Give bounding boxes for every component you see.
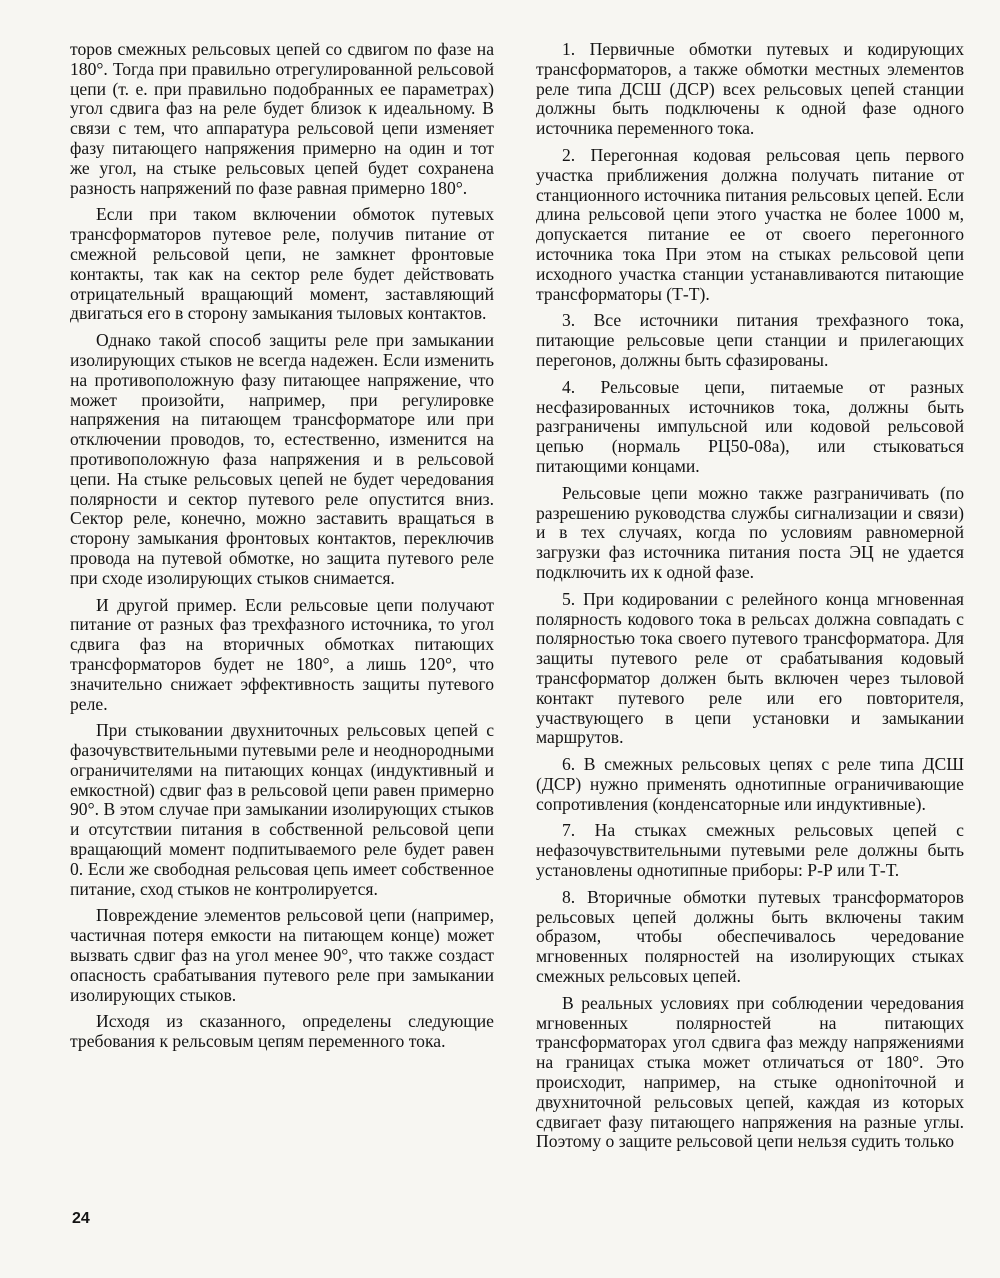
requirement-item-8: 8. Вторичные обмотки путевых трансформаторов рельсовых цепей должны быть включены таким образом, чтобы обеспечивалось чередование мгновенных полярностей на изолирующих стыках смежных рельсовых цепей. [536, 886, 964, 987]
paragraph: Исходя из сказанного, определены следующие требования к рельсовым цепям переменного тока. [70, 1011, 494, 1052]
paragraph: В реальных условиях при соблюдении чередования мгновенных полярностей на питающих трансформаторах угол сдвига фаз между напряжениями на границах стыка может отличаться от 180°. Это происходит, например, на стыке одноniточной и двухниточной рельсовых цепей, каждая из которых сдвигает фазу питающего напряжения на разные углы. Поэтому о защите рельсовой цепи нельзя судить только [536, 992, 964, 1152]
paragraph: Если при таком включении обмоток путевых трансформаторов путевое реле, получив питание от смежной рельсовой цепи, не замкнет фронтовые контакты, так как на сектор реле будет действовать отрицательный вращающий момент, заставляющий двигаться его в сторону замыкания тыловых контактов. [70, 204, 494, 324]
text-column-left [70, 40, 494, 1059]
requirement-item-4: 4. Рельсовые цепи, питаемые от разных несфазированных источников тока, должны быть разграничены импульсной или кодовой рельсовой цепью (нормаль РЦ50-08а), или стыковаться питающими концами. [536, 376, 964, 476]
paragraph: При стыковании двухниточных рельсовых цепей с фазочувствительными путевыми реле и неоднородными ограничителями на питающих концах (индуктивный и емкостной) сдвиг фаз в рельсовой цепи равен примерно 90°. В этом случае при замыкании изолирующих стыков и отсутствии питания в собственной рельсовой цепи вращающий момент подпитываемого реле будет равен 0. Если же свободная рельсовая цепь имеет собственное питание, сход стыков не контролируется. [70, 720, 494, 899]
requirement-item-5: 5. При кодировании с релейного конца мгновенная полярность кодового тока в рельсах должна совпадать с полярностью тока своего путевого трансформатора. Для защиты путевого реле от срабатывания кодовый трансформатор должен быть включен через тыловой контакт путевого реле или его повторителя, участвующего в цепи установки и замыкании маршрутов. [536, 588, 964, 748]
paragraph: Однако такой способ защиты реле при замыкании изолирующих стыков не всегда надежен. Если изменить на противоположную фазу питающее напряжение, что может произойти, например, при регулировке напряжения на питающем трансформаторе или при отключении проводов, то, естественно, изменится на противоположную фаза напряжения и в рельсовой цепи. На стыке рельсовых цепей не будет чередования полярности и сектор путевого реле опустится вниз. Сектор реле, конечно, можно заставить вращаться в сторону замыкания фронтовых контактов, переключив провода на путевой обмотке, но защита путевого реле при сходе изолирующих стыков снимается. [70, 330, 494, 588]
paragraph: Рельсовые цепи можно также разграничивать (по разрешению руководства службы сигнализации и связи) и в тех случаях, когда по условиям равномерной загрузки фаз источника питания поста ЭЦ не удается подключить их к одной фазе. [536, 482, 964, 582]
requirement-item-3: 3. Все источники питания трехфазного тока, питающие рельсовые цепи станции и прилегающих перегонов, должны быть сфазированы. [536, 310, 964, 370]
requirement-item-1: 1. Первичные обмотки путевых и кодирующих трансформаторов, а также обмотки местных элементов реле типа ДСШ (ДСР) всех рельсовых цепей станции должны быть подключены к одной фазе одного источника переменного тока. [536, 39, 964, 139]
requirement-item-7: 7. На стыках смежных рельсовых цепей с нефазочувствительными путевыми реле должны быть установлены однотипные приборы: Р-Р или Т-Т. [536, 820, 964, 881]
requirement-item-2: 2. Перегонная кодовая рельсовая цепь первого участка приближения должна получать питание от станционного источника питания рельсовых цепей. Если длина рельсовой цепи этого участка не более 1000 м, допускается питание ее от своего перегонного источника тока При этом на стыках рельсовой цепи исходного участка станции устанавливаются питающие трансформаторы (Т-Т). [536, 144, 964, 304]
paragraph: Повреждение элементов рельсовой цепи (например, частичная потеря емкости на питающем конце) может вызвать сдвиг фаз на угол менее 90°, что также создаст опасность срабатывания путевого реле при замыкании изолирующих стыков. [70, 905, 494, 1005]
page-number: 24 [72, 1210, 90, 1227]
text-column-right [536, 40, 964, 1159]
paragraph: И другой пример. Если рельсовые цепи получают питание от разных фаз трехфазного источника, то угол сдвига фаз на вторичных обмотках питающих трансформаторов будет не 180°, а лишь 120°, что значительно снижает эффективность защиты путевого реле. [70, 594, 494, 714]
paragraph: торов смежных рельсовых цепей со сдвигом по фазе на 180°. Тогда при правильно отрегулированной рельсовой цепи (т. е. при правильно подобранных ее параметрах) угол сдвига фаз на реле будет близок к идеальному. В связи с тем, что аппаратура рельсовой цепи изменяет фазу питающего напряжения примерно на один и тот же угол, на стыке рельсовых цепей будет сохранена разность напряжений по фазе равная примерно 180°. [70, 39, 494, 198]
requirement-item-6: 6. В смежных рельсовых цепях с реле типа ДСШ (ДСР) нужно применять однотипные ограничивающие сопротивления (конденсаторные или индуктивные). [536, 754, 964, 814]
